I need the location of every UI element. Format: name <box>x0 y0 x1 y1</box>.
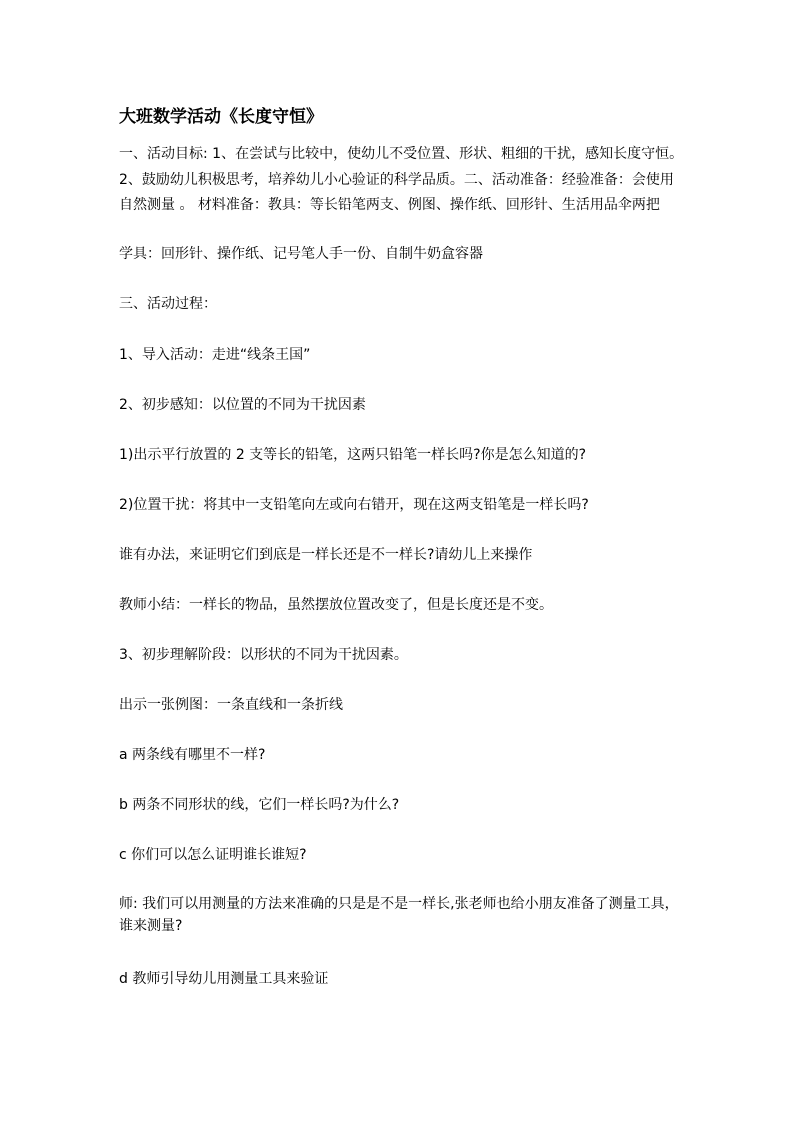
teacher-line: 谁来测量? <box>119 918 183 934</box>
paragraph-step-2-2: 2)位置干扰：将其中一支铅笔向左或向右错开，现在这两支铅笔是一样长吗? <box>119 497 589 513</box>
section-heading-process: 三、活动过程： <box>119 296 217 312</box>
document-title: 大班数学活动《长度守恒》 <box>119 107 323 127</box>
paragraph-question-b: b 两条不同形状的线，它们一样长吗?为什么? <box>119 797 400 813</box>
paragraph-question-c: c 你们可以怎么证明谁长谁短? <box>119 847 307 863</box>
paragraph-step-d: d 教师引导幼儿用测量工具来验证 <box>119 971 329 987</box>
paragraph-prove: 谁有办法，来证明它们到底是一样长还是不一样长?请幼儿上来操作 <box>119 547 533 563</box>
paragraph-step-2: 2、初步感知：以位置的不同为干扰因素 <box>119 397 366 413</box>
paragraph-step-2-1: 1)出示平行放置的 2 支等长的铅笔，这两只铅笔一样长吗?你是怎么知道的? <box>119 447 587 463</box>
intro-line: 2、鼓励幼儿积极思考，培养幼儿小心验证的科学品质。二、活动准备：经验准备：会使用 <box>119 171 674 188</box>
paragraph-summary: 教师小结：一样长的物品，虽然摆放位置改变了，但是长度还是不变。 <box>119 597 553 613</box>
paragraph-teacher <box>119 893 679 937</box>
teacher-line: 师: 我们可以用测量的方法来准确的只是是不是一样长,张老师也给小朋友准备了测量工具， <box>119 896 679 912</box>
paragraph-step-3: 3、初步理解阶段：以形状的不同为干扰因素。 <box>119 647 408 663</box>
intro-line: 自然测量 。 材料准备：教具：等长铅笔两支、例图、操作纸、回形针、生活用品伞两把 <box>119 197 660 213</box>
intro-line: 一、活动目标: 1、在尝试与比较中，使幼儿不受位置、形状、粗细的干扰，感知长度守恒。 <box>119 146 684 162</box>
paragraph-materials: 学具：回形针、操作纸、记号笔人手一份、自制牛奶盒容器 <box>119 246 483 262</box>
paragraph-example: 出示一张例图：一条直线和一条折线 <box>119 697 343 713</box>
intro-block <box>119 142 684 219</box>
paragraph-question-a: a 两条线有哪里不一样? <box>119 747 266 763</box>
paragraph-step-1: 1、导入活动：走进“线条王国” <box>119 347 311 363</box>
